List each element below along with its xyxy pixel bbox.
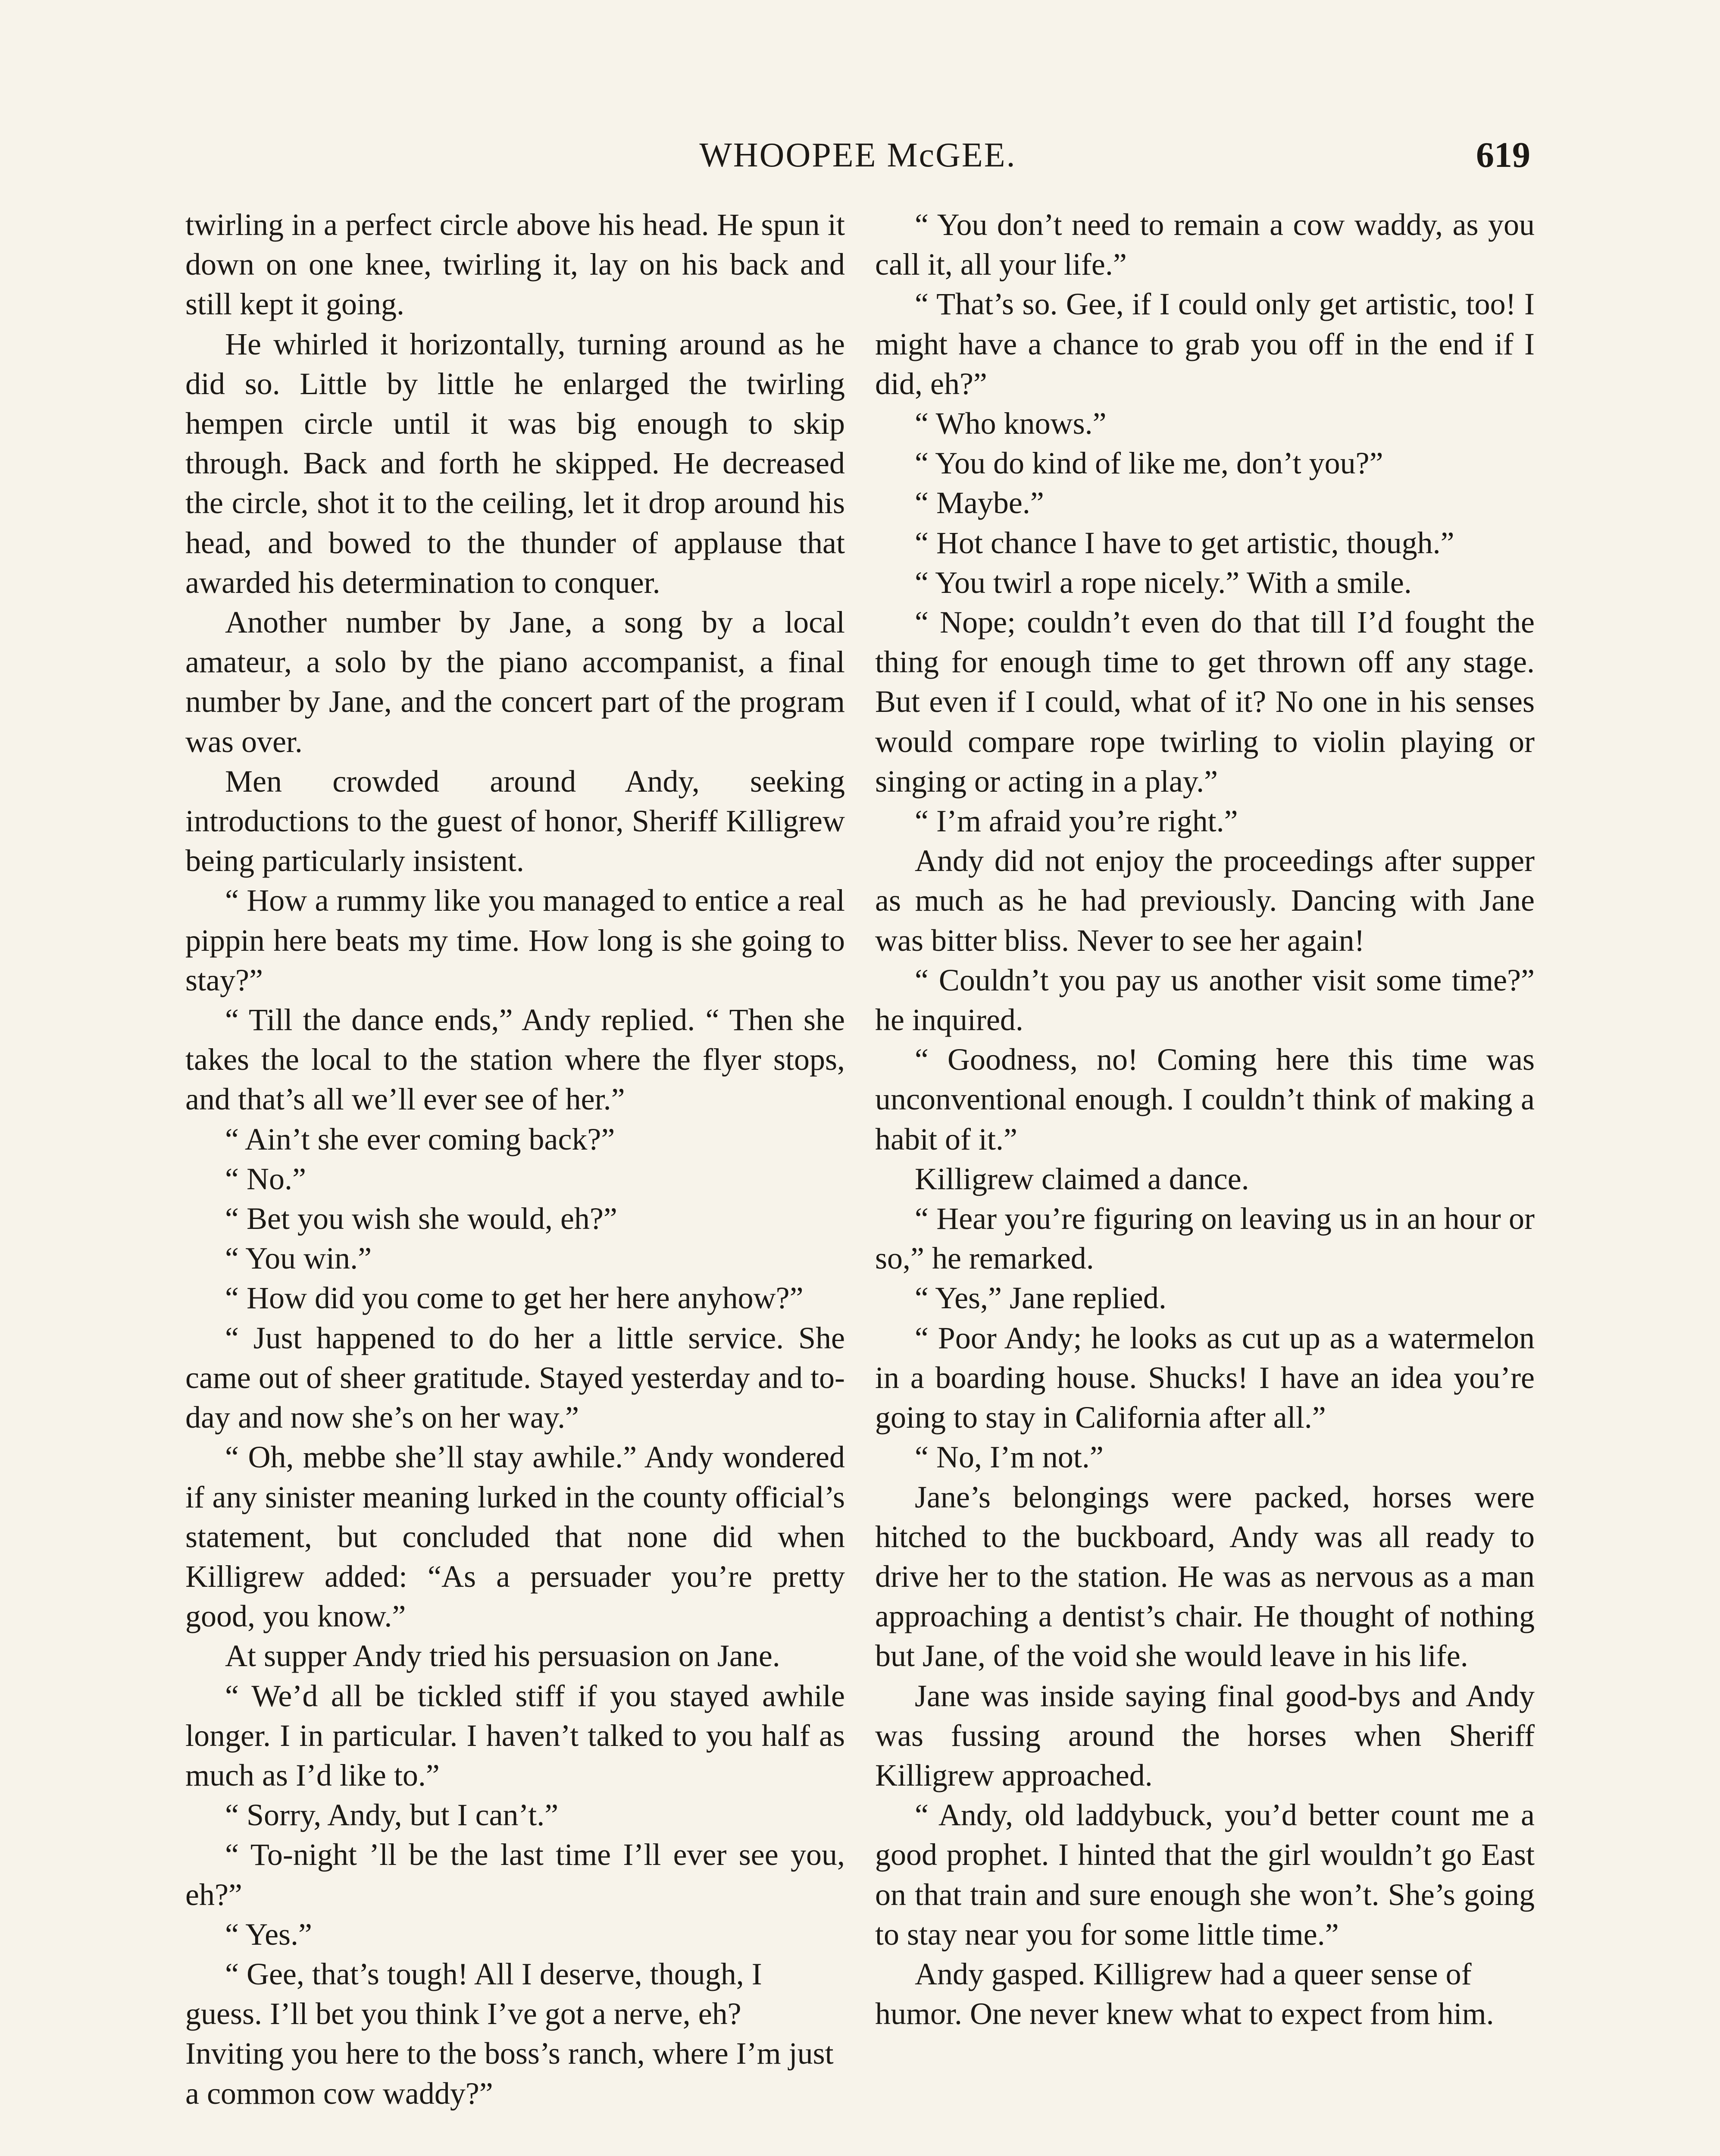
paragraph: “ No.”	[225, 1161, 306, 1196]
paragraph: “ Just happened to do her a little service. She came out of sheer gratitude. Stayed yesterday and to-day and now she’s on her way.”	[185, 1320, 845, 1435]
paragraph: Killigrew claimed a dance.	[915, 1161, 1249, 1196]
paragraph: “ Sorry, Andy, but I can’t.”	[225, 1798, 559, 1833]
paragraph: “ Ain’t she ever coming back?”	[225, 1122, 615, 1156]
paragraph: “ Nope; couldn’t even do that till I’d fought the thing for enough time to get thrown off any stage. But even if I could, what of it? No one in his senses would compare rope twirling to violin playing or singing or acting in a play.”	[875, 605, 1535, 799]
paragraph: “ Bet you wish she would, eh?”	[225, 1201, 617, 1236]
paragraph: “ To-night ’ll be the last time I’ll ever see you, eh?”	[185, 1837, 845, 1912]
paragraph: “ Poor Andy; he looks as cut up as a watermelon in a boarding house. Shucks! I have an idea you’re going to stay in California after all.”	[875, 1320, 1535, 1435]
paragraph: “ No, I’m not.”	[915, 1440, 1104, 1475]
paragraph: “ Gee, that’s tough! All I deserve, though, I guess. I’ll bet you think I’ve got a nerve, eh? Inviting you here to the boss’s ranch, where I’m just a common cow waddy?”	[185, 1956, 834, 2111]
paragraph: Another number by Jane, a song by a local amateur, a solo by the piano accompanist, a final number by Jane, and the concert part of the program was over.	[185, 605, 845, 759]
paragraph: “ You don’t need to remain a cow waddy, as you call it, all your life.”	[875, 207, 1535, 282]
paragraph: “ Oh, mebbe she’ll stay awhile.” Andy wondered if any sinister meaning lurked in the county official’s statement, but concluded that none did when Killigrew added: “As a persuader you’re pretty good, you know.”	[185, 1440, 845, 1634]
paragraph: “ Till the dance ends,” Andy replied. “ Then she takes the local to the station where the flyer stops, and that’s all we’ll ever see of her.”	[185, 1003, 845, 1117]
paragraph: “ You win.”	[225, 1241, 372, 1276]
paragraph: Andy gasped. Killigrew had a queer sense of humor. One never knew what to expect from him.	[875, 1956, 1494, 2031]
paragraph: “ Who knows.”	[915, 406, 1107, 441]
paragraph: “ Couldn’t you pay us another visit some time?” he inquired.	[875, 962, 1535, 1037]
paragraph: “ Yes,” Jane replied.	[915, 1281, 1166, 1316]
paragraph: “ How a rummy like you managed to entice a real pippin here beats my time. How long is she going to stay?”	[185, 883, 845, 997]
paragraph: Men crowded around Andy, seeking introductions to the guest of honor, Sheriff Killigrew being particularly insistent.	[185, 764, 845, 878]
paragraph: “ You twirl a rope nicely.” With a smile.	[915, 565, 1412, 600]
paragraph: Andy did not enjoy the proceedings after supper as much as he had previously. Dancing with Jane was bitter bliss. Never to see her again!	[875, 843, 1535, 958]
paragraph: “ Andy, old laddybuck, you’d better count me a good prophet. I hinted that the girl wouldn’t go East on that train and sure enough she won’t. She’s going to stay near you for some little time.”	[875, 1798, 1535, 1952]
right-text-column	[875, 205, 1535, 2034]
paragraph: “ Hear you’re figuring on leaving us in an hour or so,” he remarked.	[875, 1201, 1535, 1276]
running-title: WHOOPEE McGEE.	[699, 136, 1016, 174]
running-head	[185, 129, 1530, 181]
left-text-column	[185, 205, 845, 2113]
paragraph: “ That’s so. Gee, if I could only get artistic, too! I might have a chance to grab you off in the end if I did, eh?”	[875, 287, 1535, 401]
paragraph: “ Hot chance I have to get artistic, though.”	[915, 525, 1454, 560]
page-number: 619	[1476, 135, 1530, 175]
paragraph: “ Yes.”	[225, 1917, 313, 1952]
paragraph: Jane was inside saying final good-bys and Andy was fussing around the horses when Sheriff Killigrew approached.	[875, 1678, 1535, 1792]
paragraph: “ Goodness, no! Coming here this time was unconventional enough. I couldn’t think of making a habit of it.”	[875, 1042, 1535, 1156]
paragraph: “ We’d all be tickled stiff if you stayed awhile longer. I in particular. I haven’t talked to you half as much as I’d like to.”	[185, 1678, 845, 1792]
paragraph: Jane’s belongings were packed, horses were hitched to the buckboard, Andy was all ready to drive her to the station. He was as nervous as a man approaching a dentist’s chair. He thought of nothing but Jane, of the void she would leave in his life.	[875, 1479, 1535, 1673]
paragraph: “ I’m afraid you’re right.”	[915, 804, 1238, 839]
paragraph: “ Maybe.”	[915, 486, 1044, 520]
paragraph: “ How did you come to get her here anyhow?”	[225, 1281, 804, 1316]
paragraph: He whirled it horizontally, turning around as he did so. Little by little he enlarged the twirling hempen circle until it was big enough to skip through. Back and forth he skipped. He decreased the circle, shot it to the ceiling, let it drop around his head, and bowed to the thunder of applause that awarded his determination to conquer.	[185, 326, 845, 600]
paragraph: “ You do kind of like me, don’t you?”	[915, 446, 1383, 481]
paragraph: At supper Andy tried his persuasion on Jane.	[225, 1639, 780, 1673]
paragraph: twirling in a perfect circle above his head. He spun it down on one knee, twirling it, lay on his back and still kept it going.	[185, 207, 845, 322]
